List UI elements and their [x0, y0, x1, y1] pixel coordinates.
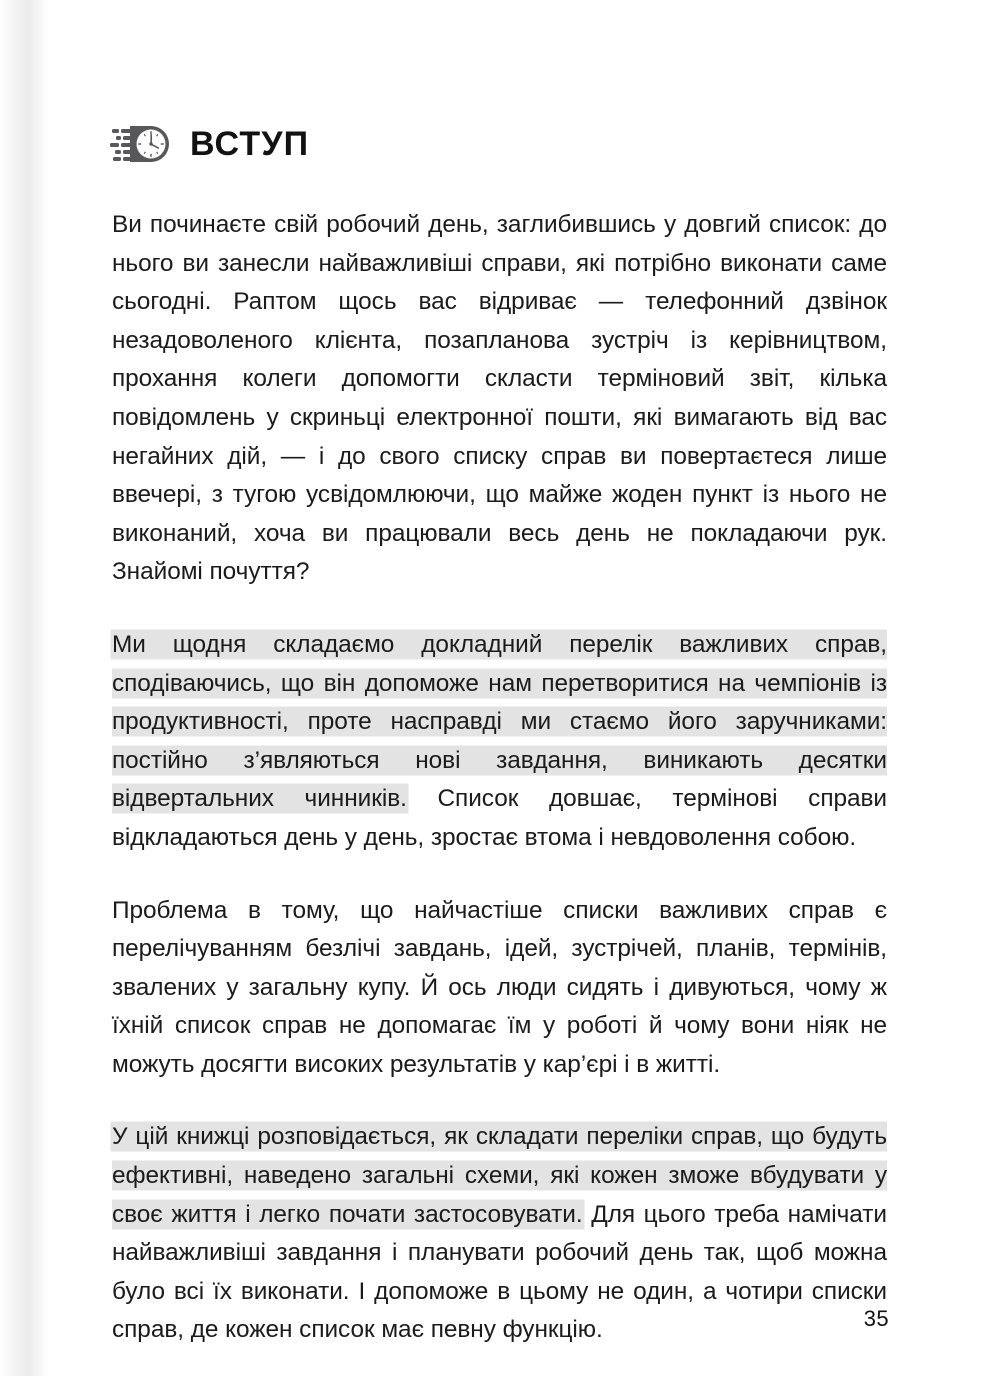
- page-spine-shadow: [0, 0, 46, 1376]
- chapter-heading: [112, 118, 887, 170]
- page-number: 35: [863, 1306, 889, 1331]
- page-content: [112, 0, 887, 1350]
- paragraph-daily-list: [112, 626, 887, 858]
- highlighted-text-daily-list: Ми щодня складаємо докладний перелік важливих справ, сподіваючись, що він допоможе нам перетворитися на чемпіонів із продуктивності, проте насправді ми стаємо його заручниками: постійно з’являються нові завдання, виникають десятки відвертальних чинників.: [112, 630, 887, 813]
- page-title: ВСТУП: [190, 125, 310, 163]
- paragraph-problem-text: Проблема в тому, що найчастіше списки важливих справ є перелічуванням безлічі завдань, ідей, зустрічей, планів, термінів, звалених у загальну купу. Й ось люди сидять і дивуються, чому ж їхній список справ не допомагає їм у роботі й чому вони ніяк не можуть досягти високих результатів у кар’єрі і в житті.: [112, 896, 887, 1078]
- paragraph-book-purpose: [112, 1118, 887, 1350]
- speed-clock-icon: [110, 122, 172, 166]
- paragraph-book-purpose-rest: Для цього треба намічати найважливіші завдання і планувати робочий день так, щоб можна було всі їх виконати. І допоможе в цьому не один, а чотири списки справ, де кожен список має певну функцію.: [112, 1200, 887, 1344]
- paragraph-problem: [112, 892, 887, 1085]
- paragraph-intro: [112, 206, 887, 592]
- page-spine-edge: [46, 0, 47, 1376]
- paragraph-intro-text: Ви починаєте свій робочий день, заглибившись у довгий список: до нього ви занесли найважливіші справи, які потрібно виконати саме сьогодні. Раптом щось вас відриває — телефонний дзвінок незадоволеного клієнта, позапланова зустріч із керівництвом, прохання колеги допомогти скласти терміновий звіт, кілька повідомлень у скриньці електронної пошти, які вимагають від вас негайних дій, — і до свого списку справ ви повертаєтеся лише ввечері, з тугою усвідомлюючи, що майже жоден пункт із нього не виконаний, хоча ви працювали весь день не покладаючи рук. Знайомі почуття?: [112, 211, 887, 586]
- paragraph-daily-list-rest: Список довшає, термінові справи відкладаються день у день, зростає втома і невдоволення собою.: [112, 785, 887, 851]
- highlighted-text-book-purpose: У цій книжці розповідається, як складати переліки справ, що будуть ефективні, наведено загальні схеми, які кожен зможе вбудувати у своє життя і легко почати застосовувати.: [112, 1123, 887, 1228]
